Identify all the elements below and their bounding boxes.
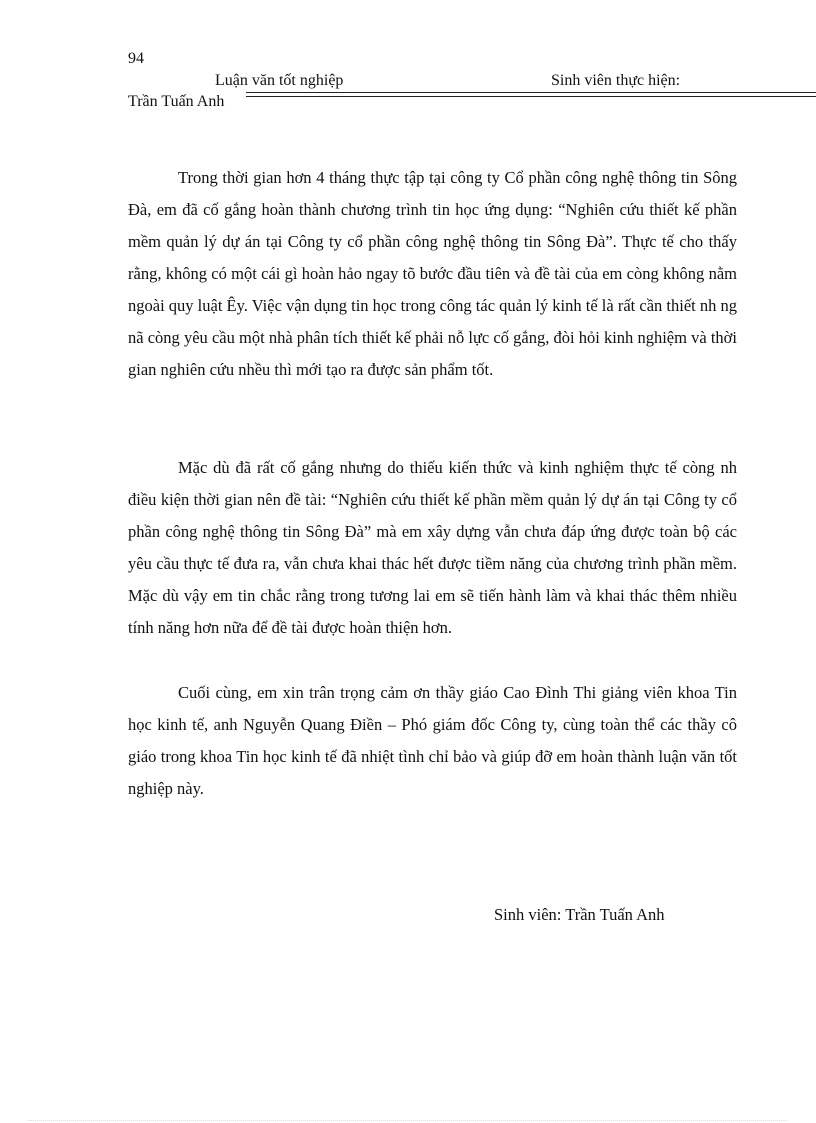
- signature: Sinh viên: Trần Tuấn Anh: [494, 905, 665, 924]
- page-number: 94: [128, 50, 144, 67]
- header-student-label: Sinh viên thực hiện:: [551, 72, 681, 89]
- paragraph-text: Trong thời gian hơn 4 tháng thực tập tại công ty Cổ phần công nghệ thông tin Sông Đà, em đã cố gắng hoàn thành chương trình tin học ứng dụng: “Nghiên cứu thiết kế phần mềm quản lý dự án tại Công ty cổ phần công nghệ thông tin Sông Đà”. Thực tế cho thấy rằng, không có một cái gì hoàn hảo ngay tõ bước đầu tiên và đề tài của em còng không nằm ngoài quy luật Êy. Việc vận dụng tin học trong công tác quản lý kinh tế là rất cần thiết nh ng nã còng yêu cầu một nhà phân tích thiết kế phải nỗ lực cố gắng, đòi hỏi kinh nghiệm và thời gian nghiên cứu nhều thì mới tạo ra được sản phẩm tốt.: [128, 168, 737, 379]
- header-rule: [246, 92, 816, 97]
- header-thesis-title: Luận văn tốt nghiệp: [215, 72, 344, 89]
- page-bottom-divider: [28, 1120, 788, 1121]
- header-author: Trần Tuấn Anh: [128, 93, 225, 110]
- paragraph-text: Cuối cùng, em xin trân trọng cảm ơn thầy giáo Cao Đình Thi giảng viên khoa Tin học kinh tế, anh Nguyễn Quang Điền – Phó giám đốc Công ty, cùng toàn thể các thầy cô giáo trong khoa Tin học kinh tế đã nhiệt tình chỉ bảo và giúp đỡ em hoàn thành luận văn tốt nghiệp này.: [128, 683, 737, 798]
- body-paragraph-3: [128, 677, 737, 805]
- body-paragraph-1: [128, 162, 737, 386]
- paragraph-text: Mặc dù đã rất cố gắng nhưng do thiếu kiến thức và kinh nghiệm thực tế còng nh điều kiện thời gian nên đề tài: “Nghiên cứu thiết kế phần mềm quản lý dự án tại Công ty cổ phần công nghệ thông tin Sông Đà” mà em xây dựng vẫn chưa đáp ứng được toàn bộ các yêu cầu thực tế đưa ra, vẫn chưa khai thác hết được tiềm năng của chương trình phần mềm. Mặc dù vậy em tin chắc rằng trong tương lai em sẽ tiến hành làm và khai thác thêm nhiều tính năng hơn nữa để đề tài được hoàn thiện hơn.: [128, 458, 737, 637]
- body-paragraph-2: [128, 452, 737, 644]
